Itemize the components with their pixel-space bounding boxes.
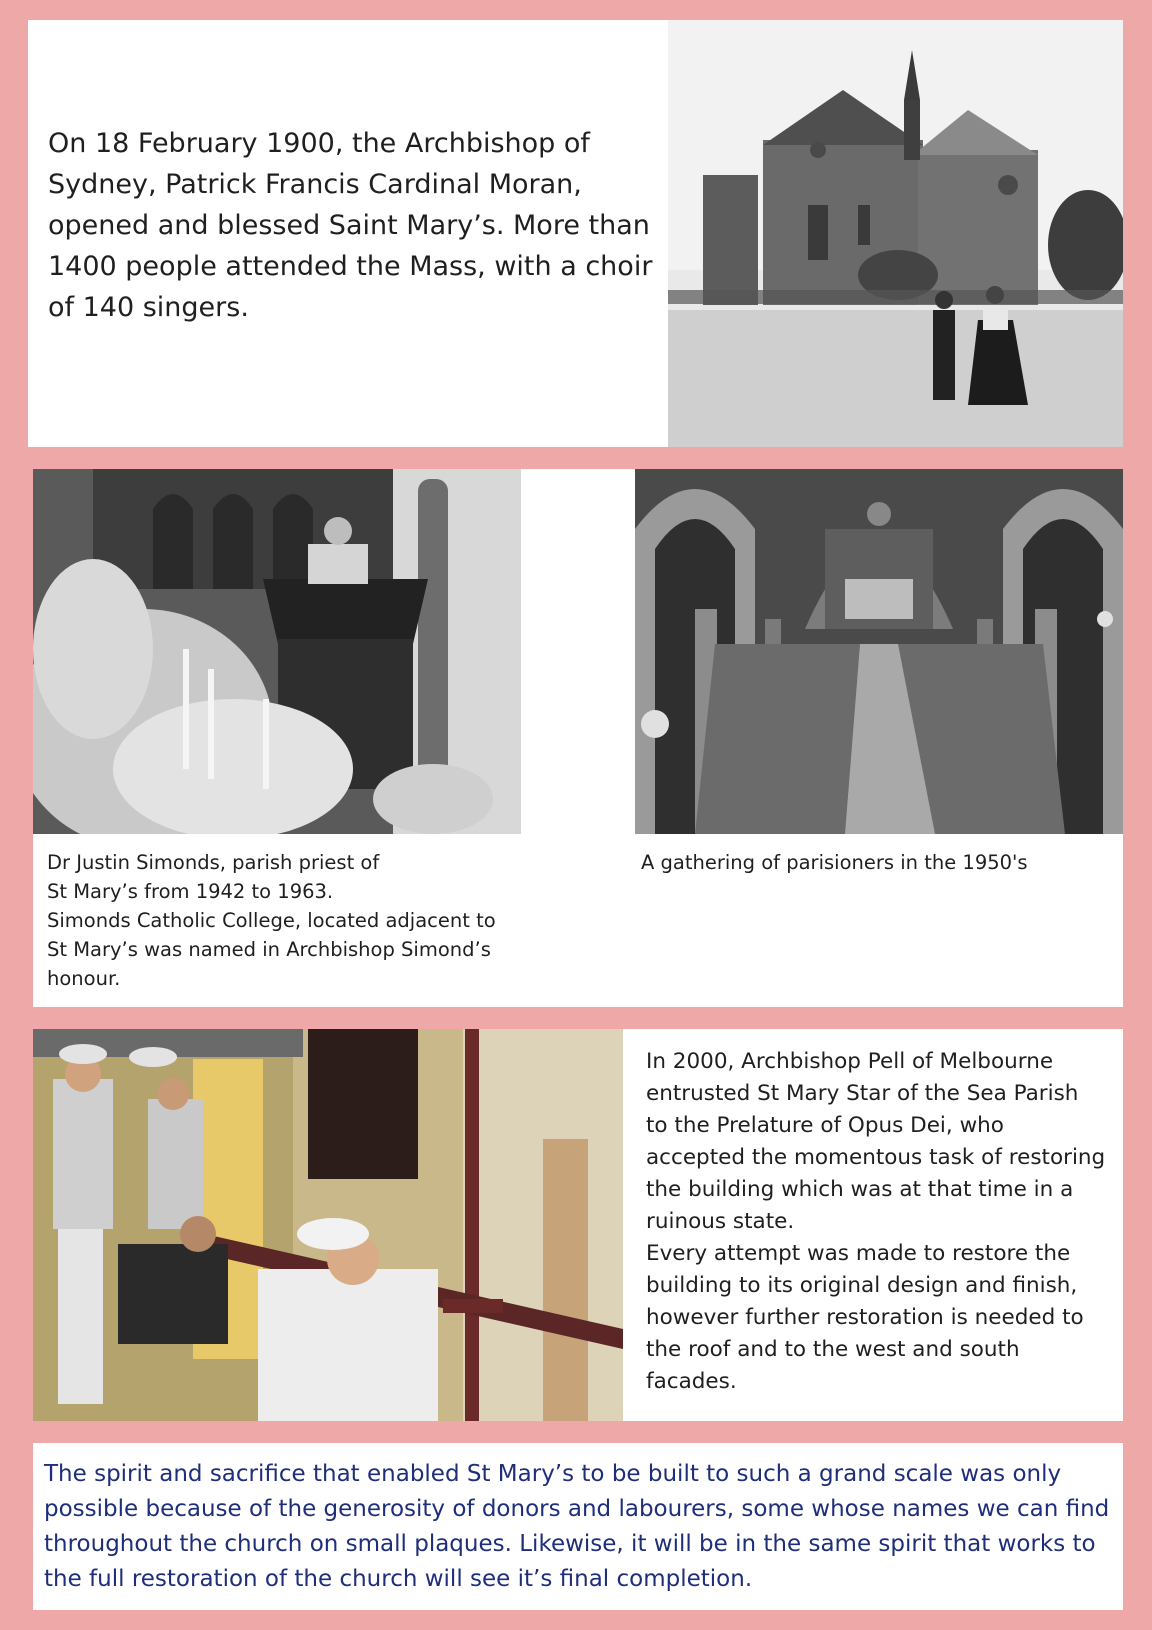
restoration-workers-photo [33, 1029, 623, 1421]
priest-caption-line: St Mary’s from 1942 to 1963. [47, 880, 334, 903]
priest-caption [47, 848, 547, 993]
priest-caption-line: Simonds Catholic College, located adjacent to [47, 909, 496, 932]
church-exterior-photo [668, 20, 1123, 447]
restoration-text [646, 1046, 1106, 1398]
closing-text: The spirit and sacrifice that enabled St Mary’s to be built to such a grand scale was only possible because of the generosity of donors and labourers, some whose names we can find throughout the church on small plaques. Likewise, it will be in the same spirit that works to the full restoration of the church will see it’s final completion. [44, 1461, 1110, 1592]
parish-history-panel [33, 469, 1123, 1007]
restoration-paragraph: In 2000, Archbishop Pell of Melbourne entrusted St Mary Star of the Sea Parish to the Prelature of Opus Dei, who accepted the momentous task of restoring the building which was at that time in a ruinous state. [646, 1049, 1106, 1234]
pulpit-photo [33, 469, 521, 834]
closing-panel [33, 1443, 1123, 1610]
intro-panel [28, 20, 1123, 447]
intro-text: On 18 February 1900, the Archbishop of Sydney, Patrick Francis Cardinal Moran, opened and blessed Saint Mary’s. More than 1400 people attended the Mass, with a choir of 140 singers. [48, 128, 653, 323]
priest-caption-line: Dr Justin Simonds, parish priest of [47, 851, 380, 874]
crowd-caption: A gathering of parisioners in the 1950's [641, 851, 1028, 874]
restoration-panel [33, 1029, 1123, 1421]
priest-caption-line: St Mary’s was named in Archbishop Simond’s [47, 938, 491, 961]
restoration-paragraph: Every attempt was made to restore the building to its original design and finish, however further restoration is needed to the roof and to the west and south facades. [646, 1241, 1084, 1394]
congregation-photo [635, 469, 1123, 834]
priest-caption-line: honour. [47, 967, 121, 990]
